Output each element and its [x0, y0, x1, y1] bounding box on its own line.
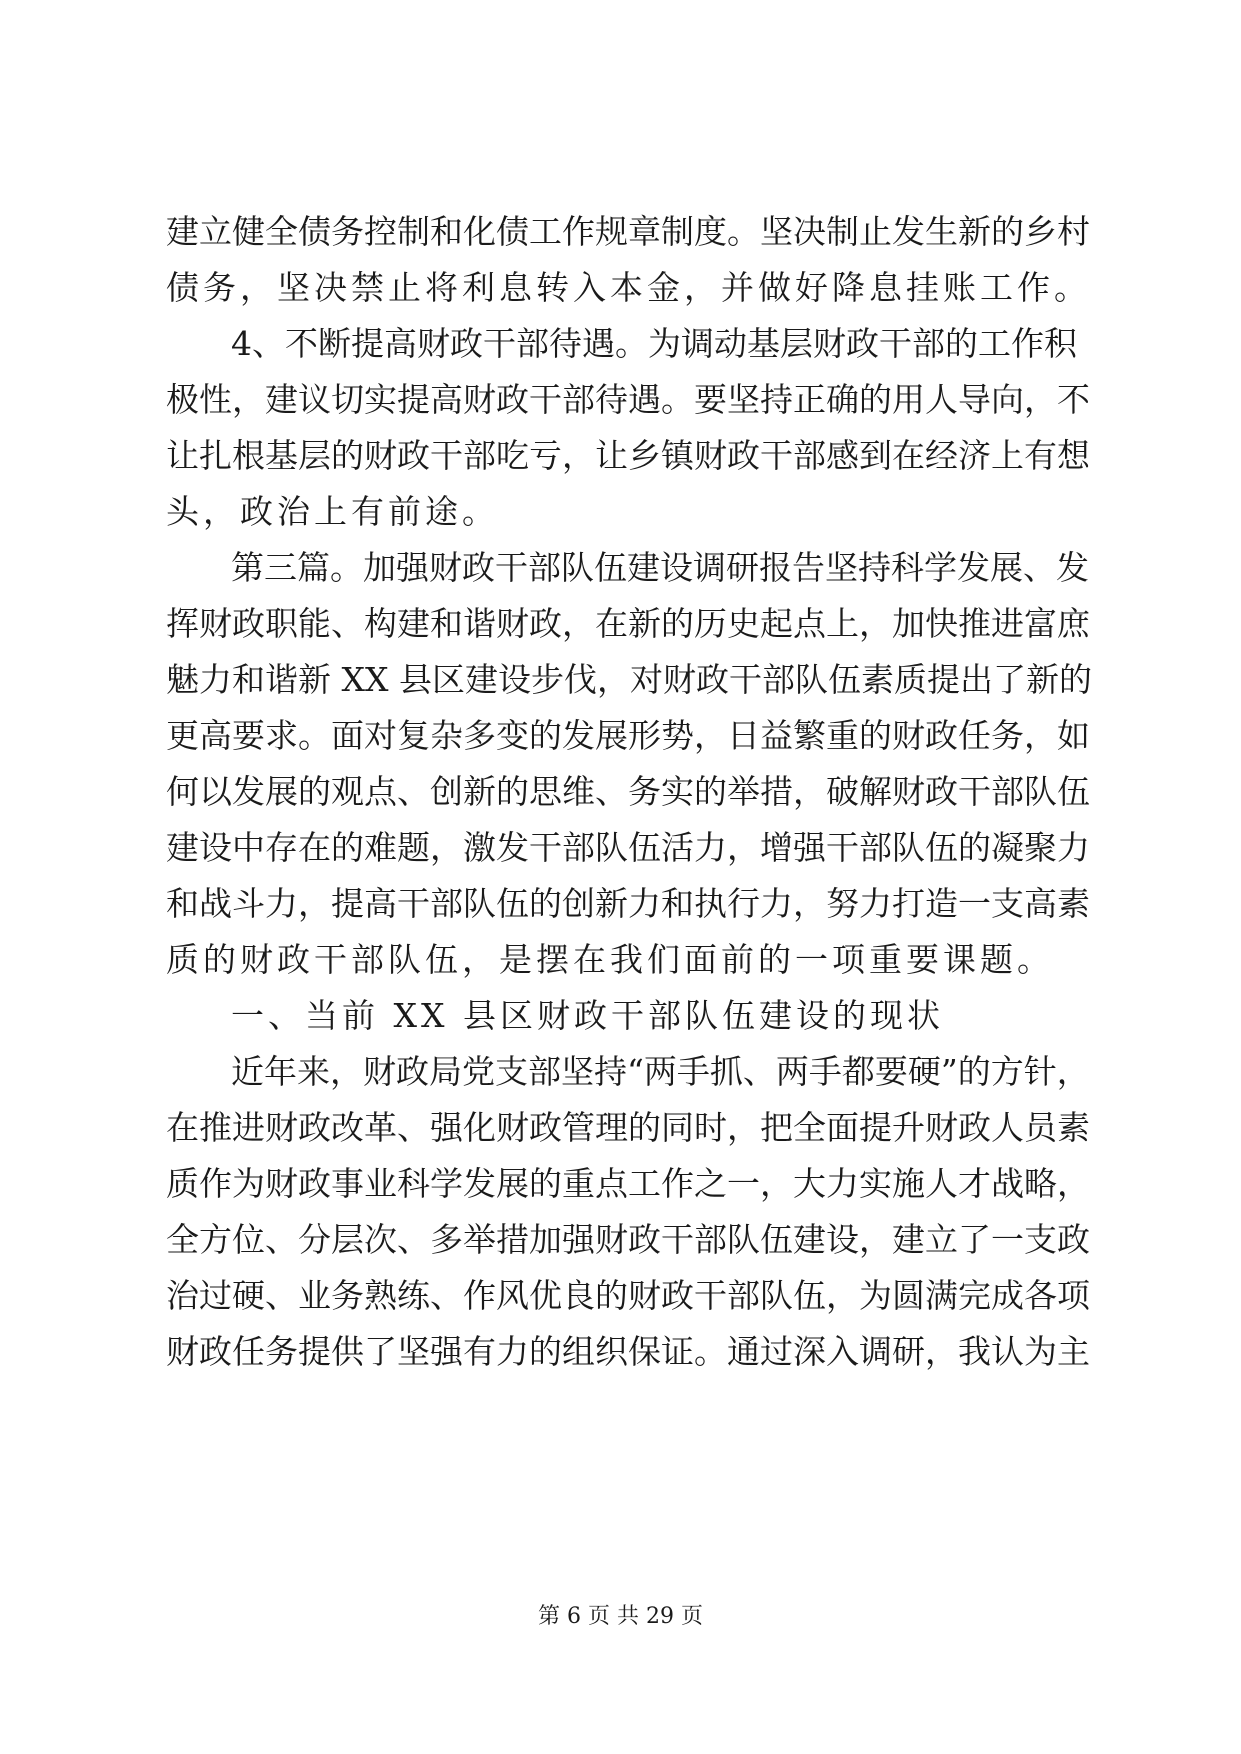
- body-line: 头，政治上有前途。: [166, 492, 499, 531]
- body-line: 更高要求。面对复杂多变的发展形势，日益繁重的财政任务，如: [166, 716, 1090, 755]
- body-line: 建设中存在的难题，激发干部队伍活力，增强干部队伍的凝聚力: [166, 828, 1090, 867]
- section-heading: 一、当前 XX 县区财政干部队伍建设的现状: [231, 996, 944, 1035]
- page-number-footer: 第 6 页 共 29 页: [538, 1604, 703, 1629]
- body-line: 近年来，财政局党支部坚持“两手抓、两手都要硬”的方针，: [231, 1052, 1090, 1091]
- body-line: 何以发展的观点、创新的思维、务实的举措，破解财政干部队伍: [166, 772, 1090, 811]
- body-line: 和战斗力，提高干部队伍的创新力和执行力，努力打造一支高素: [166, 884, 1090, 923]
- body-line: 质作为财政事业科学发展的重点工作之一，大力实施人才战略，: [166, 1164, 1090, 1203]
- body-line: 建立健全债务控制和化债工作规章制度。坚决制止发生新的乡村: [166, 212, 1090, 251]
- body-line: 债务，坚决禁止将利息转入本金，并做好降息挂账工作。: [166, 268, 1091, 307]
- body-line: 魅力和谐新 XX 县区建设步伐，对财政干部队伍素质提出了新的: [166, 660, 1092, 699]
- body-line: 让扎根基层的财政干部吃亏，让乡镇财政干部感到在经济上有想: [166, 436, 1090, 475]
- body-line: 极性，建议切实提高财政干部待遇。要坚持正确的用人导向，不: [166, 380, 1090, 419]
- body-line: 财政任务提供了坚强有力的组织保证。通过深入调研，我认为主: [166, 1332, 1090, 1371]
- body-line: 全方位、分层次、多举措加强财政干部队伍建设，建立了一支政: [166, 1220, 1090, 1259]
- body-line: 在推进财政改革、强化财政管理的同时，把全面提升财政人员素: [166, 1108, 1090, 1147]
- body-line: 挥财政职能、构建和谐财政，在新的历史起点上，加快推进富庶: [166, 604, 1090, 643]
- body-line: 第三篇。加强财政干部队伍建设调研报告坚持科学发展、发: [231, 548, 1089, 587]
- body-line: 4、不断提高财政干部待遇。为调动基层财政干部的工作积: [231, 324, 1077, 363]
- body-line: 质的财政干部队伍，是摆在我们面前的一项重要课题。: [166, 940, 1054, 979]
- body-line: 治过硬、业务熟练、作风优良的财政干部队伍，为圆满完成各项: [166, 1276, 1090, 1315]
